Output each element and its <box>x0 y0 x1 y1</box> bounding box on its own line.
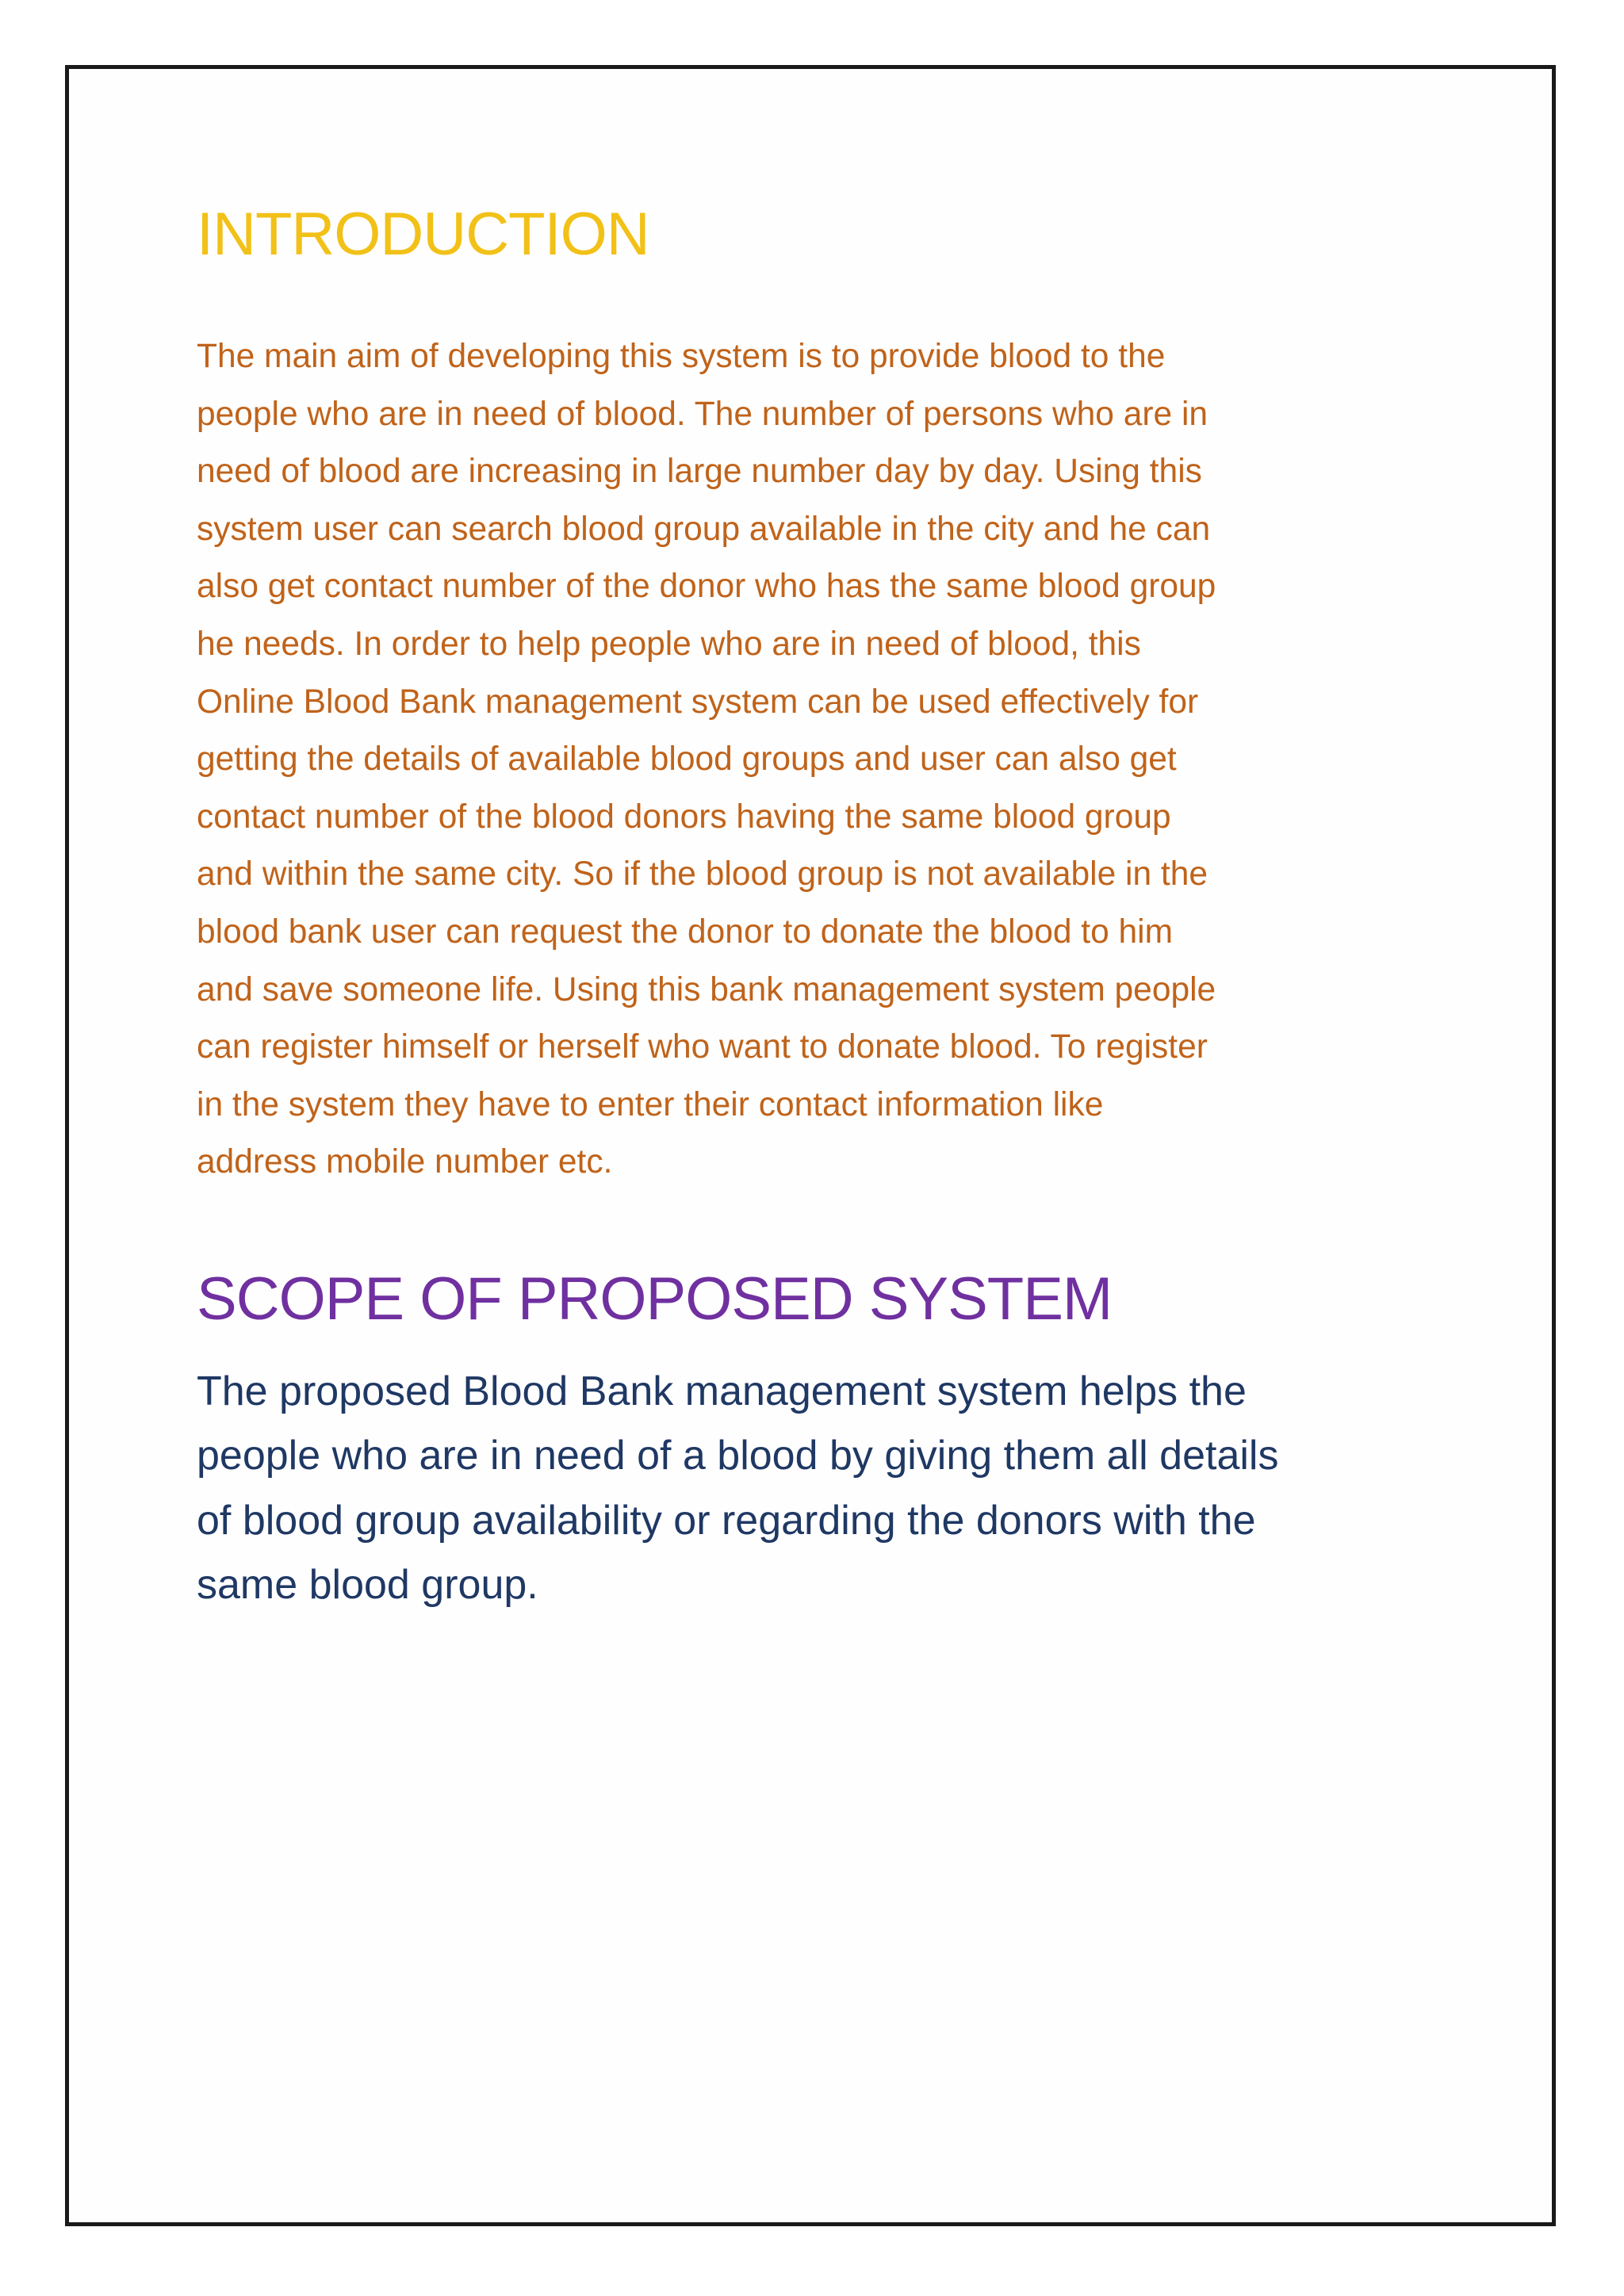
scope-line: people who are in need of a blood by giving them all details <box>197 1433 1279 1479</box>
scope-paragraph <box>197 1360 1450 1618</box>
document-content <box>197 190 1450 1618</box>
introduction-line: The main aim of developing this system is to provide blood to the <box>197 338 1166 375</box>
introduction-line: people who are in need of blood. The number of persons who are in <box>197 395 1208 433</box>
introduction-line: also get contact number of the donor who has the same blood group <box>197 568 1216 606</box>
introduction-heading: INTRODUCTION <box>197 201 649 268</box>
introduction-line: address mobile number etc. <box>197 1143 613 1181</box>
introduction-line: Online Blood Bank management system can be used effectively for <box>197 683 1199 721</box>
introduction-line: can register himself or herself who want to donate blood. To register <box>197 1028 1208 1066</box>
introduction-line: getting the details of available blood groups and user can also get <box>197 740 1177 779</box>
introduction-paragraph <box>197 328 1450 1192</box>
introduction-line: need of blood are increasing in large number day by day. Using this <box>197 453 1202 491</box>
scope-heading: SCOPE OF PROPOSED SYSTEM <box>197 1265 1113 1333</box>
introduction-line: and save someone life. Using this bank management system people <box>197 970 1216 1008</box>
introduction-line: system user can search blood group available in the city and he can <box>197 510 1211 548</box>
introduction-line: in the system they have to enter their contact information like <box>197 1085 1104 1123</box>
introduction-line: blood bank user can request the donor to donate the blood to him <box>197 913 1174 951</box>
scope-line: of blood group availability or regarding the donors with the <box>197 1497 1256 1544</box>
introduction-line: and within the same city. So if the blood group is not available in the <box>197 855 1208 894</box>
scope-line: same blood group. <box>197 1562 538 1609</box>
introduction-line: contact number of the blood donors having the same blood group <box>197 798 1171 836</box>
scope-line: The proposed Blood Bank management system helps the <box>197 1368 1247 1414</box>
introduction-line: he needs. In order to help people who are in need of blood, this <box>197 625 1141 663</box>
